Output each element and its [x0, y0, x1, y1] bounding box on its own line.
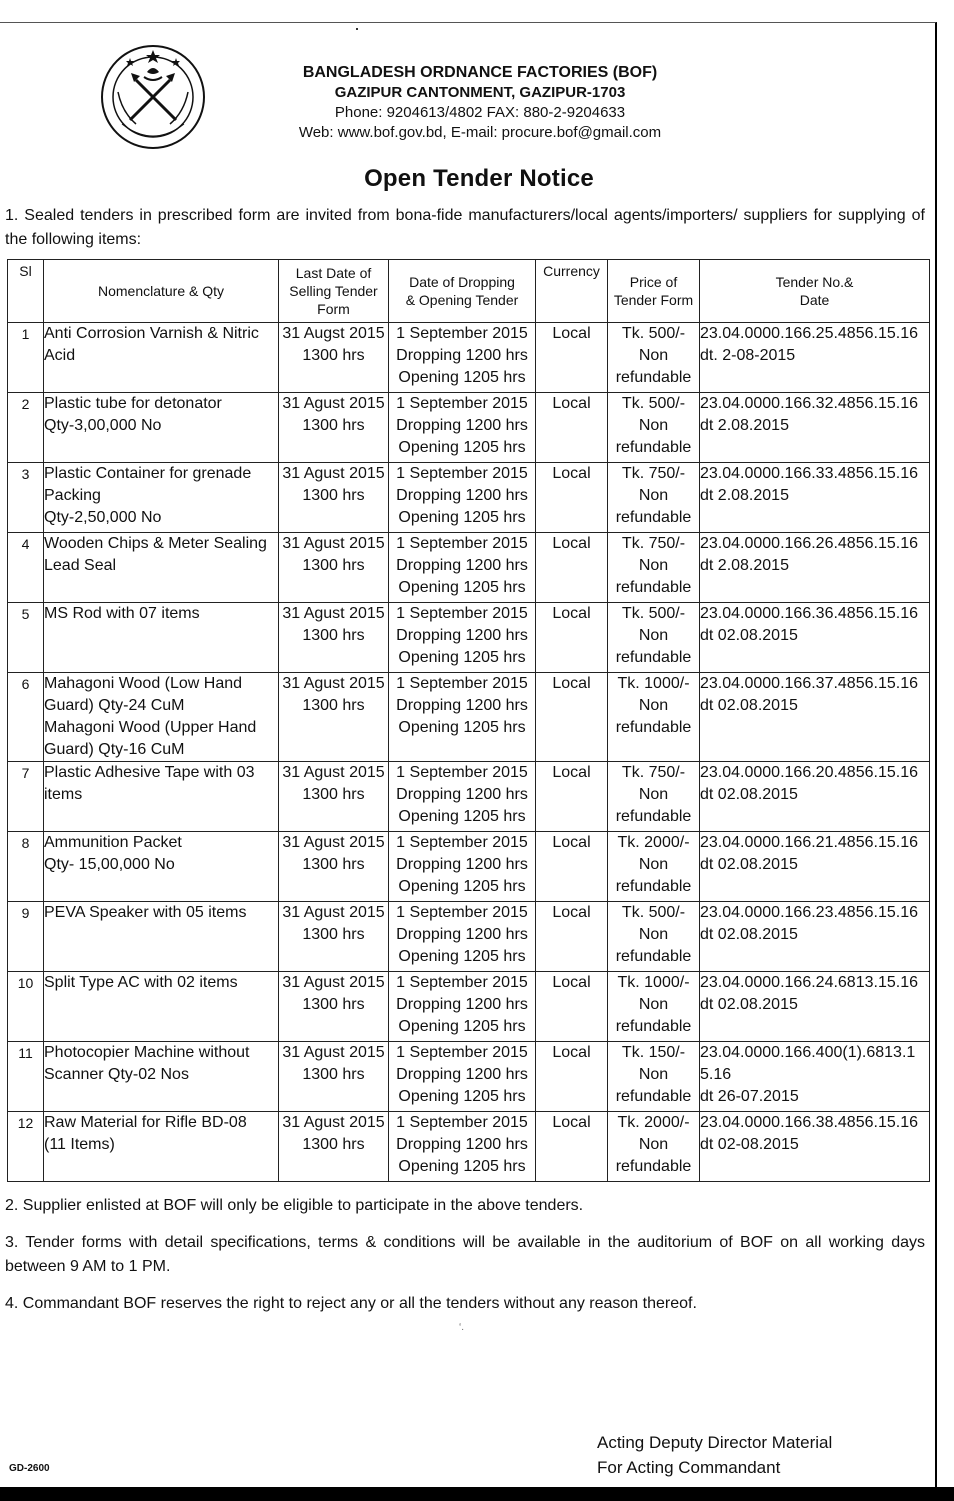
- cell-sl: 9: [8, 902, 44, 972]
- cell-price: [608, 832, 700, 902]
- cell-last-date-line: 1300 hrs: [302, 926, 365, 943]
- cell-tender-no-line: 23.04.0000.166.23.4856.15.16: [700, 904, 918, 921]
- cell-tender-no-line: dt 2.08.2015: [700, 557, 789, 574]
- cell-nomenclature-line: Mahagoni Wood (Low Hand: [44, 675, 243, 692]
- cell-sl: 5: [8, 603, 44, 673]
- cell-nomenclature-line: Photocopier Machine without: [44, 1044, 250, 1061]
- cell-price-line: Non: [638, 1066, 669, 1083]
- cell-tender-no-line: dt 02.08.2015: [700, 996, 798, 1013]
- cell-nomenclature: [44, 972, 279, 1042]
- cell-tender-no-line: 23.04.0000.166.36.4856.15.16: [700, 605, 918, 622]
- cell-tender-no: [700, 1042, 930, 1112]
- cell-price-line: Non: [638, 627, 669, 644]
- cell-price-line: Non: [638, 487, 669, 504]
- cell-price-line: Non: [638, 786, 669, 803]
- cell-nomenclature-line: Split Type AC with 02 items: [44, 974, 238, 991]
- cell-tender-no-line: 23.04.0000.166.400(1).6813.1: [700, 1044, 916, 1061]
- header-tender-no: [700, 260, 930, 323]
- header-text: Date: [799, 292, 830, 308]
- cell-nomenclature-line: Guard) Qty-24 CuM: [44, 697, 185, 714]
- org-address: GAZIPUR CANTONMENT, GAZIPUR-1703: [334, 84, 626, 101]
- cell-nomenclature-line: Anti Corrosion Varnish & Nitric: [44, 325, 259, 342]
- cell-last-date-line: 1300 hrs: [302, 996, 365, 1013]
- cell-tender-no-line: dt 02.08.2015: [700, 627, 798, 644]
- cell-dropping-line: Dropping 1200 hrs: [396, 786, 528, 803]
- header-sl: Sl: [8, 260, 44, 323]
- header-text: Tender Form: [613, 292, 694, 308]
- cell-tender-no: [700, 832, 930, 902]
- cell-price-line: Non: [638, 347, 669, 364]
- cell-last-date-line: 31 Agust 2015: [282, 675, 385, 692]
- cell-tender-no-line: 23.04.0000.166.26.4856.15.16: [700, 535, 918, 552]
- cell-dropping-line: Opening 1205 hrs: [398, 1088, 526, 1105]
- cell-price-line: refundable: [615, 579, 692, 596]
- header-text: Tender No.&: [775, 274, 854, 290]
- table-row: [8, 832, 930, 902]
- cell-price: [608, 1112, 700, 1182]
- cell-dropping: [389, 1112, 536, 1182]
- cell-dropping: [389, 603, 536, 673]
- cell-dropping-line: 1 September 2015: [396, 465, 528, 482]
- cell-dropping-line: Opening 1205 hrs: [398, 719, 526, 736]
- cell-dropping-line: Opening 1205 hrs: [398, 1158, 526, 1175]
- cell-currency: Local: [536, 533, 608, 603]
- cell-price-line: Non: [638, 557, 669, 574]
- cell-last-date: [279, 603, 389, 673]
- cell-last-date-line: 31 Augst 2015: [282, 325, 385, 342]
- cell-sl: 1: [8, 323, 44, 393]
- cell-currency: Local: [536, 972, 608, 1042]
- cell-sl: 11: [8, 1042, 44, 1112]
- cell-price-line: Non: [638, 417, 669, 434]
- cell-nomenclature: [44, 673, 279, 762]
- cell-sl: 4: [8, 533, 44, 603]
- cell-price-line: refundable: [615, 1158, 692, 1175]
- paragraph-3: 3. Tender forms with detail specifications, terms & conditions will be available in the auditorium of BOF on all working days between 9 AM to 1 PM.: [5, 1234, 925, 1275]
- cell-tender-no-line: dt 02-08.2015: [700, 1136, 799, 1153]
- cell-price-line: Tk. 750/-: [621, 764, 686, 781]
- cell-nomenclature-line: Lead Seal: [44, 557, 117, 574]
- cell-nomenclature: [44, 1112, 279, 1182]
- cell-currency: Local: [536, 762, 608, 832]
- cell-sl: 10: [8, 972, 44, 1042]
- cell-price-line: refundable: [615, 948, 692, 965]
- cell-dropping: [389, 463, 536, 533]
- cell-dropping-line: Dropping 1200 hrs: [396, 926, 528, 943]
- table-row: [8, 902, 930, 972]
- cell-dropping-line: 1 September 2015: [396, 395, 528, 412]
- cell-price-line: Non: [638, 856, 669, 873]
- cell-nomenclature: [44, 323, 279, 393]
- cell-price-line: refundable: [615, 878, 692, 895]
- cell-price-line: Non: [638, 697, 669, 714]
- cell-last-date: [279, 1042, 389, 1112]
- cell-dropping-line: 1 September 2015: [396, 974, 528, 991]
- cell-price-line: Tk. 750/-: [621, 465, 686, 482]
- table-body: [8, 323, 930, 1182]
- cell-tender-no-line: dt 02.08.2015: [700, 697, 798, 714]
- cell-price-line: refundable: [615, 1088, 692, 1105]
- cell-tender-no: [700, 972, 930, 1042]
- cell-last-date-line: 1300 hrs: [302, 627, 365, 644]
- header-text: & Opening Tender: [405, 292, 519, 308]
- signatory-for: For Acting Commandant: [597, 1458, 781, 1477]
- cell-dropping-line: Dropping 1200 hrs: [396, 1066, 528, 1083]
- header-text: Selling Tender: [289, 283, 378, 299]
- header-text: Price of: [629, 274, 678, 290]
- cell-dropping-line: Opening 1205 hrs: [398, 1018, 526, 1035]
- cell-last-date-line: 1300 hrs: [302, 557, 365, 574]
- cell-last-date-line: 31 Agust 2015: [282, 764, 385, 781]
- cell-last-date: [279, 762, 389, 832]
- cell-dropping-line: Dropping 1200 hrs: [396, 557, 528, 574]
- cell-price: [608, 603, 700, 673]
- cell-tender-no-line: 23.04.0000.166.25.4856.15.16: [700, 325, 918, 342]
- tender-table: [7, 259, 930, 1182]
- cell-dropping-line: Dropping 1200 hrs: [396, 627, 528, 644]
- cell-tender-no: [700, 603, 930, 673]
- cell-last-date-line: 1300 hrs: [302, 1136, 365, 1153]
- table-row: [8, 762, 930, 832]
- cell-dropping-line: Opening 1205 hrs: [398, 808, 526, 825]
- header-text: Form: [317, 301, 350, 317]
- cell-price-line: refundable: [615, 1018, 692, 1035]
- cell-price-line: refundable: [615, 509, 692, 526]
- cell-currency: Local: [536, 393, 608, 463]
- header-last-date: [279, 260, 389, 323]
- cell-dropping-line: Dropping 1200 hrs: [396, 1136, 528, 1153]
- cell-price-line: Tk. 500/-: [621, 605, 686, 622]
- cell-price: [608, 533, 700, 603]
- cell-price-line: Tk. 1000/-: [617, 974, 690, 991]
- document-code: GD-2600: [9, 1463, 50, 1474]
- cell-dropping: [389, 762, 536, 832]
- cell-price: [608, 1042, 700, 1112]
- cell-nomenclature-line: Mahagoni Wood (Upper Hand: [44, 719, 257, 736]
- cell-dropping-line: Dropping 1200 hrs: [396, 487, 528, 504]
- header-text: Date of Dropping: [409, 274, 515, 290]
- cell-nomenclature-line: (11 Items): [44, 1136, 115, 1153]
- cell-sl: 6: [8, 673, 44, 762]
- cell-tender-no-line: dt 02.08.2015: [700, 786, 798, 803]
- cell-price: [608, 463, 700, 533]
- cell-dropping: [389, 323, 536, 393]
- cell-last-date-line: 31 Agust 2015: [282, 904, 385, 921]
- cell-dropping-line: Dropping 1200 hrs: [396, 996, 528, 1013]
- cell-dropping-line: Dropping 1200 hrs: [396, 417, 528, 434]
- cell-tender-no-line: dt 2.08.2015: [700, 417, 789, 434]
- cell-last-date-line: 31 Agust 2015: [282, 465, 385, 482]
- cell-currency: Local: [536, 673, 608, 762]
- cell-price-line: Non: [638, 996, 669, 1013]
- signatory-title: Acting Deputy Director Material: [597, 1433, 833, 1452]
- paragraph-2: 2. Supplier enlisted at BOF will only be eligible to participate in the above tenders.: [5, 1197, 584, 1214]
- cell-price-line: Non: [638, 1136, 669, 1153]
- cell-nomenclature-line: Plastic Adhesive Tape with 03: [44, 764, 255, 781]
- cell-last-date-line: 31 Agust 2015: [282, 1114, 385, 1131]
- cell-price-line: Tk. 750/-: [621, 535, 686, 552]
- cell-price-line: Tk. 500/-: [621, 395, 686, 412]
- cell-currency: Local: [536, 323, 608, 393]
- cell-nomenclature-line: Ammunition Packet: [44, 834, 182, 851]
- cell-nomenclature-line: MS Rod with 07 items: [44, 605, 200, 622]
- cell-tender-no-line: 23.04.0000.166.32.4856.15.16: [700, 395, 918, 412]
- cell-dropping: [389, 832, 536, 902]
- cell-tender-no: [700, 533, 930, 603]
- table-header-row: [8, 260, 930, 323]
- cell-nomenclature-line: PEVA Speaker with 05 items: [44, 904, 247, 921]
- cell-dropping-line: Opening 1205 hrs: [398, 878, 526, 895]
- cell-nomenclature: [44, 463, 279, 533]
- scan-mark: [356, 28, 358, 30]
- cell-dropping-line: 1 September 2015: [396, 535, 528, 552]
- letterhead: [250, 62, 710, 143]
- cell-tender-no-line: 23.04.0000.166.24.6813.15.16: [700, 974, 918, 991]
- cell-dropping-line: Dropping 1200 hrs: [396, 347, 528, 364]
- cell-last-date-line: 31 Agust 2015: [282, 605, 385, 622]
- signature-block: [597, 1430, 832, 1480]
- cell-last-date: [279, 533, 389, 603]
- cell-nomenclature: [44, 393, 279, 463]
- cell-last-date-line: 31 Agust 2015: [282, 395, 385, 412]
- cell-dropping-line: Opening 1205 hrs: [398, 579, 526, 596]
- cell-dropping-line: 1 September 2015: [396, 764, 528, 781]
- cell-nomenclature: [44, 902, 279, 972]
- cell-last-date: [279, 323, 389, 393]
- cell-sl: 2: [8, 393, 44, 463]
- cell-last-date-line: 31 Agust 2015: [282, 834, 385, 851]
- cell-tender-no-line: 23.04.0000.166.37.4856.15.16: [700, 675, 918, 692]
- cell-dropping: [389, 533, 536, 603]
- cell-dropping-line: Opening 1205 hrs: [398, 369, 526, 386]
- cell-nomenclature-line: Qty-3,00,000 No: [44, 417, 162, 434]
- cell-nomenclature: [44, 832, 279, 902]
- cell-dropping: [389, 393, 536, 463]
- cell-nomenclature-line: Packing: [44, 487, 101, 504]
- cell-nomenclature: [44, 603, 279, 673]
- scan-speck: ‘.: [459, 1322, 464, 1333]
- cell-last-date: [279, 1112, 389, 1182]
- cell-dropping-line: 1 September 2015: [396, 834, 528, 851]
- cell-sl: 8: [8, 832, 44, 902]
- cell-currency: Local: [536, 463, 608, 533]
- org-name: BANGLADESH ORDNANCE FACTORIES (BOF): [302, 64, 658, 81]
- paragraph-1: 1. Sealed tenders in prescribed form are invited from bona-fide manufacturers/local agents/importers/ suppliers for supplying of the following items:: [5, 207, 925, 248]
- cell-dropping-line: Opening 1205 hrs: [398, 439, 526, 456]
- cell-price-line: Tk. 2000/-: [617, 1114, 690, 1131]
- cell-tender-no-line: dt 02.08.2015: [700, 926, 798, 943]
- cell-tender-no-line: 5.16: [700, 1066, 732, 1083]
- cell-price-line: Tk. 1000/-: [617, 675, 690, 692]
- cell-dropping-line: 1 September 2015: [396, 1044, 528, 1061]
- cell-dropping: [389, 972, 536, 1042]
- cell-nomenclature-line: Qty- 15,00,000 No: [44, 856, 175, 873]
- cell-price-line: refundable: [615, 808, 692, 825]
- header-dropping-date: [389, 260, 536, 323]
- cell-last-date: [279, 972, 389, 1042]
- table-row: [8, 323, 930, 393]
- cell-currency: Local: [536, 902, 608, 972]
- table-row: [8, 972, 930, 1042]
- cell-price-line: Tk. 150/-: [621, 1044, 686, 1061]
- cell-price-line: Tk. 2000/-: [617, 834, 690, 851]
- cell-price: [608, 762, 700, 832]
- cell-dropping-line: 1 September 2015: [396, 1114, 528, 1131]
- cell-nomenclature-line: items: [44, 786, 83, 803]
- cell-tender-no: [700, 323, 930, 393]
- cell-dropping-line: Opening 1205 hrs: [398, 509, 526, 526]
- cell-tender-no-line: dt. 2-08-2015: [700, 347, 796, 364]
- org-web-email: Web: www.bof.gov.bd, E-mail: procure.bof@gmail.com: [298, 124, 662, 141]
- cell-currency: Local: [536, 1112, 608, 1182]
- cell-tender-no-line: dt 02.08.2015: [700, 856, 798, 873]
- cell-dropping-line: Opening 1205 hrs: [398, 649, 526, 666]
- cell-currency: Local: [536, 1042, 608, 1112]
- cell-tender-no-line: 23.04.0000.166.38.4856.15.16: [700, 1114, 918, 1131]
- header-text: Last Date of: [295, 265, 372, 281]
- cell-last-date: [279, 902, 389, 972]
- table-row: [8, 393, 930, 463]
- cell-nomenclature-line: Wooden Chips & Meter Sealing: [44, 535, 267, 552]
- cell-price: [608, 323, 700, 393]
- cell-last-date: [279, 832, 389, 902]
- header-price: [608, 260, 700, 323]
- cell-nomenclature-line: Acid: [44, 347, 76, 364]
- cell-price: [608, 902, 700, 972]
- cell-price-line: Non: [638, 926, 669, 943]
- cell-sl: 3: [8, 463, 44, 533]
- cell-price-line: refundable: [615, 649, 692, 666]
- cell-last-date: [279, 463, 389, 533]
- cell-last-date: [279, 393, 389, 463]
- cell-nomenclature-line: Guard) Qty-16 CuM: [44, 741, 185, 758]
- cell-tender-no-line: 23.04.0000.166.33.4856.15.16: [700, 465, 918, 482]
- cell-tender-no-line: dt 2.08.2015: [700, 487, 789, 504]
- cell-dropping-line: 1 September 2015: [396, 325, 528, 342]
- header-currency: Currency: [536, 260, 608, 323]
- header-nomenclature: Nomenclature & Qty: [44, 260, 279, 323]
- cell-dropping: [389, 673, 536, 762]
- cell-dropping-line: 1 September 2015: [396, 675, 528, 692]
- cell-nomenclature-line: Scanner Qty-02 Nos: [44, 1066, 189, 1083]
- cell-tender-no: [700, 902, 930, 972]
- cell-last-date-line: 1300 hrs: [302, 417, 365, 434]
- cell-tender-no: [700, 463, 930, 533]
- cell-last-date-line: 1300 hrs: [302, 347, 365, 364]
- cell-price: [608, 972, 700, 1042]
- cell-price-line: Tk. 500/-: [621, 325, 686, 342]
- cell-price-line: refundable: [615, 719, 692, 736]
- table-row: [8, 463, 930, 533]
- cell-nomenclature-line: Raw Material for Rifle BD-08: [44, 1114, 247, 1131]
- cell-last-date-line: 1300 hrs: [302, 697, 365, 714]
- cell-dropping-line: 1 September 2015: [396, 605, 528, 622]
- table-row: [8, 673, 930, 762]
- cell-price: [608, 393, 700, 463]
- cell-last-date-line: 1300 hrs: [302, 856, 365, 873]
- bof-emblem-logo: [100, 44, 206, 150]
- cell-sl: 7: [8, 762, 44, 832]
- cell-nomenclature: [44, 1042, 279, 1112]
- paragraph-4: 4. Commandant BOF reserves the right to reject any or all the tenders without any reason thereof.: [5, 1295, 697, 1312]
- cell-currency: Local: [536, 832, 608, 902]
- table-row: [8, 1042, 930, 1112]
- cell-dropping: [389, 1042, 536, 1112]
- cell-tender-no: [700, 762, 930, 832]
- cell-last-date-line: 1300 hrs: [302, 1066, 365, 1083]
- cell-tender-no-line: 23.04.0000.166.21.4856.15.16: [700, 834, 918, 851]
- cell-tender-no-line: 23.04.0000.166.20.4856.15.16: [700, 764, 918, 781]
- cell-last-date-line: 1300 hrs: [302, 487, 365, 504]
- cell-dropping-line: Dropping 1200 hrs: [396, 856, 528, 873]
- bottom-border: [0, 1487, 954, 1501]
- cell-price-line: Tk. 500/-: [621, 904, 686, 921]
- cell-tender-no: [700, 673, 930, 762]
- notice-title: Open Tender Notice: [364, 165, 594, 192]
- cell-tender-no: [700, 1112, 930, 1182]
- cell-dropping: [389, 902, 536, 972]
- cell-last-date-line: 31 Agust 2015: [282, 535, 385, 552]
- table-row: [8, 603, 930, 673]
- cell-last-date: [279, 673, 389, 762]
- table-row: [8, 533, 930, 603]
- cell-sl: 12: [8, 1112, 44, 1182]
- cell-last-date-line: 1300 hrs: [302, 786, 365, 803]
- cell-last-date-line: 31 Agust 2015: [282, 974, 385, 991]
- cell-dropping-line: Dropping 1200 hrs: [396, 697, 528, 714]
- table-row: [8, 1112, 930, 1182]
- cell-nomenclature-line: Plastic tube for detonator: [44, 395, 222, 412]
- cell-price: [608, 673, 700, 762]
- org-phone-fax: Phone: 9204613/4802 FAX: 880-2-9204633: [334, 104, 626, 121]
- cell-nomenclature-line: Qty-2,50,000 No: [44, 509, 162, 526]
- cell-price-line: refundable: [615, 439, 692, 456]
- cell-tender-no: [700, 393, 930, 463]
- cell-nomenclature-line: Plastic Container for grenade: [44, 465, 252, 482]
- cell-dropping-line: Opening 1205 hrs: [398, 948, 526, 965]
- cell-price-line: refundable: [615, 369, 692, 386]
- cell-nomenclature: [44, 533, 279, 603]
- cell-currency: Local: [536, 603, 608, 673]
- cell-nomenclature: [44, 762, 279, 832]
- cell-tender-no-line: dt 26-07.2015: [700, 1088, 799, 1105]
- cell-dropping-line: 1 September 2015: [396, 904, 528, 921]
- cell-last-date-line: 31 Agust 2015: [282, 1044, 385, 1061]
